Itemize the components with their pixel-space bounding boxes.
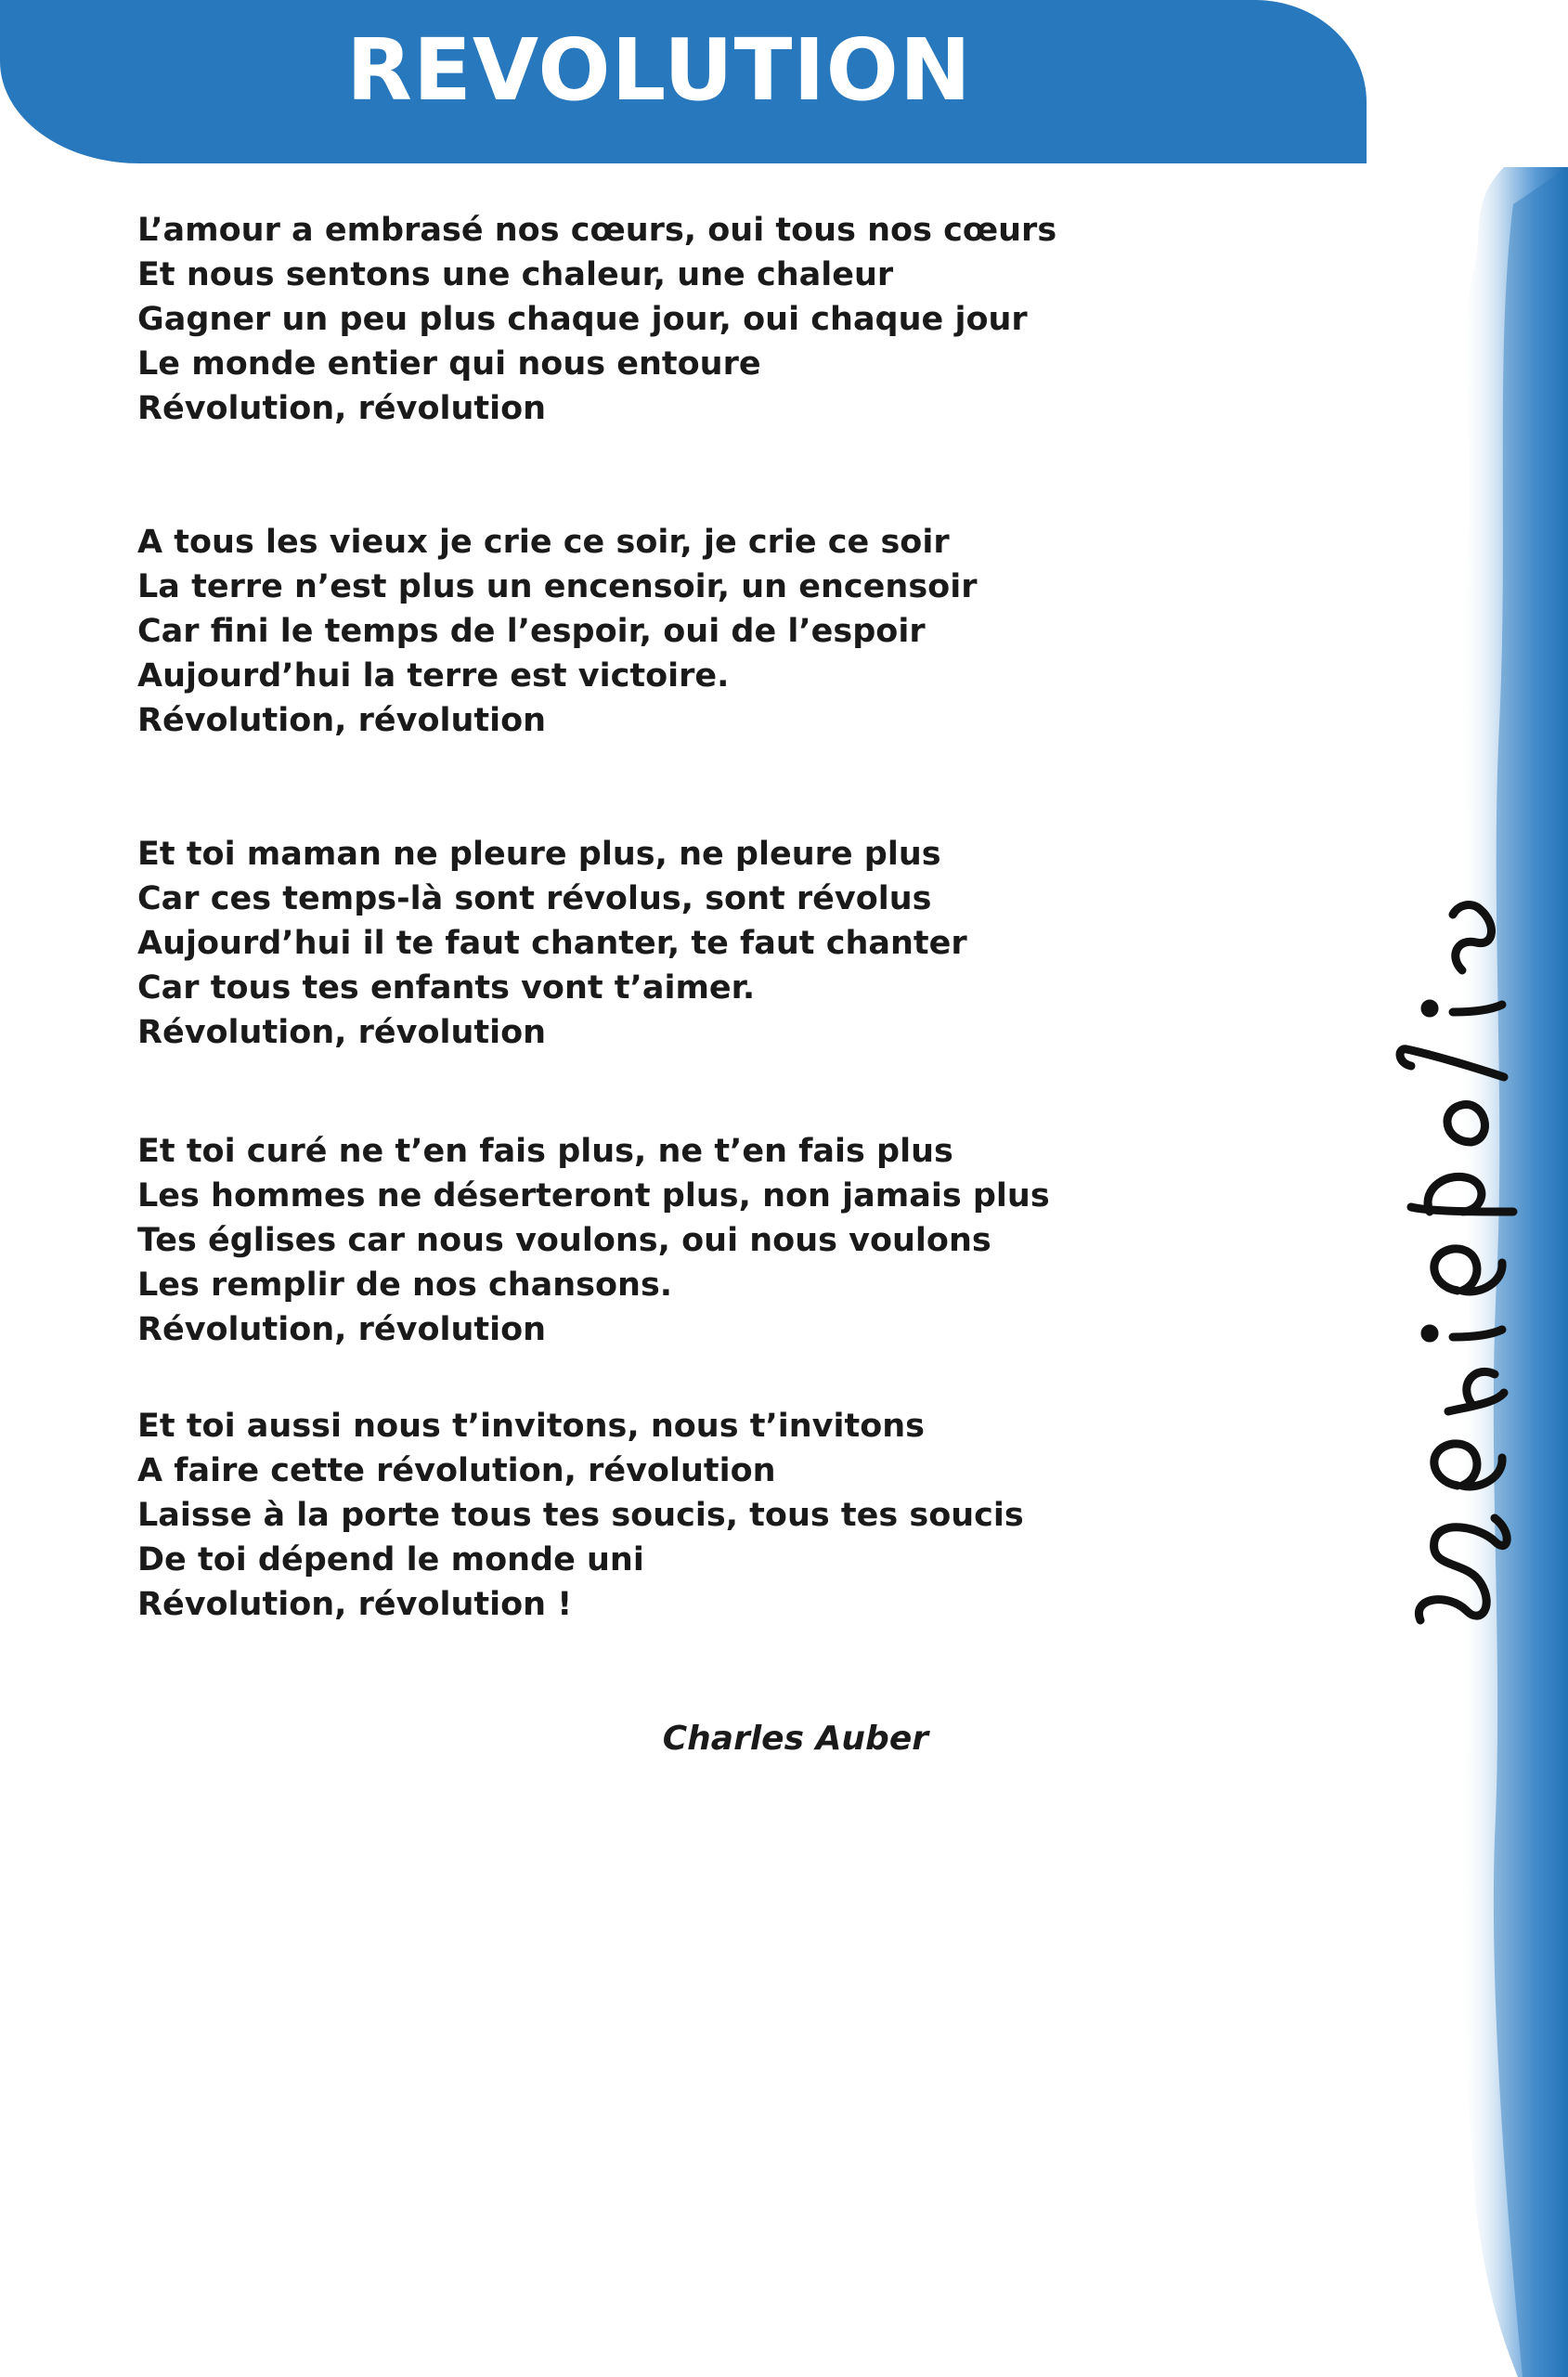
poem-line: Tes églises car nous voulons, oui nous voulons bbox=[137, 1222, 991, 1259]
poem bbox=[137, 208, 1307, 1627]
poem-line: Les remplir de nos chansons. bbox=[137, 1266, 673, 1304]
poem-line: A faire cette révolution, révolution bbox=[137, 1452, 776, 1489]
poem-line: A tous les vieux je crie ce soir, je crie ce soir bbox=[137, 524, 950, 561]
poem-line: Et toi maman ne pleure plus, ne pleure plus bbox=[137, 836, 941, 873]
stanza bbox=[137, 832, 1307, 1055]
poem-line: Révolution, révolution ! bbox=[137, 1586, 573, 1623]
poem-line: Car fini le temps de l’espoir, oui de l’espoir bbox=[137, 613, 926, 650]
poem-line: L’amour a embrasé nos cœurs, oui tous nos cœurs bbox=[137, 212, 1057, 249]
poem-line: De toi dépend le monde uni bbox=[137, 1541, 644, 1578]
stanza bbox=[137, 520, 1307, 743]
poem-line: Les hommes ne déserteront plus, non jamais plus bbox=[137, 1177, 1050, 1214]
stanza bbox=[137, 1129, 1307, 1352]
stanza bbox=[137, 208, 1307, 431]
poem-line: Aujourd’hui la terre est victoire. bbox=[137, 657, 730, 695]
stanza bbox=[137, 1404, 1307, 1627]
poem-author: Charles Auber bbox=[662, 1720, 928, 1758]
poem-line: La terre n’est plus un encensoir, un encensoir bbox=[137, 568, 978, 605]
poem-line: Révolution, révolution bbox=[137, 390, 547, 427]
poem-line: Et nous sentons une chaleur, une chaleur bbox=[137, 256, 894, 293]
poem-line: Car ces temps-là sont révolus, sont révolus bbox=[137, 880, 932, 917]
poem-line: Le monde entier qui nous entoure bbox=[137, 345, 761, 383]
poem-line: Gagner un peu plus chaque jour, oui chaque jour bbox=[137, 301, 1028, 338]
poem-line: Et toi curé ne t’en fais plus, ne t’en fais plus bbox=[137, 1133, 953, 1170]
poem-line: Révolution, révolution bbox=[137, 1014, 547, 1051]
poem-line: Et toi aussi nous t’invitons, nous t’invitons bbox=[137, 1408, 925, 1445]
poem-line: Révolution, révolution bbox=[137, 702, 547, 739]
poem-line: Laisse à la porte tous tes soucis, tous tes soucis bbox=[137, 1497, 1024, 1534]
poem-line: Révolution, révolution bbox=[137, 1311, 547, 1348]
poem-line: Car tous tes enfants vont t’aimer. bbox=[137, 969, 756, 1007]
poem-line: Aujourd’hui il te faut chanter, te faut chanter bbox=[137, 925, 967, 962]
page-title: REVOLUTION bbox=[346, 20, 972, 120]
handwritten-signature-logo bbox=[1393, 743, 1532, 1634]
